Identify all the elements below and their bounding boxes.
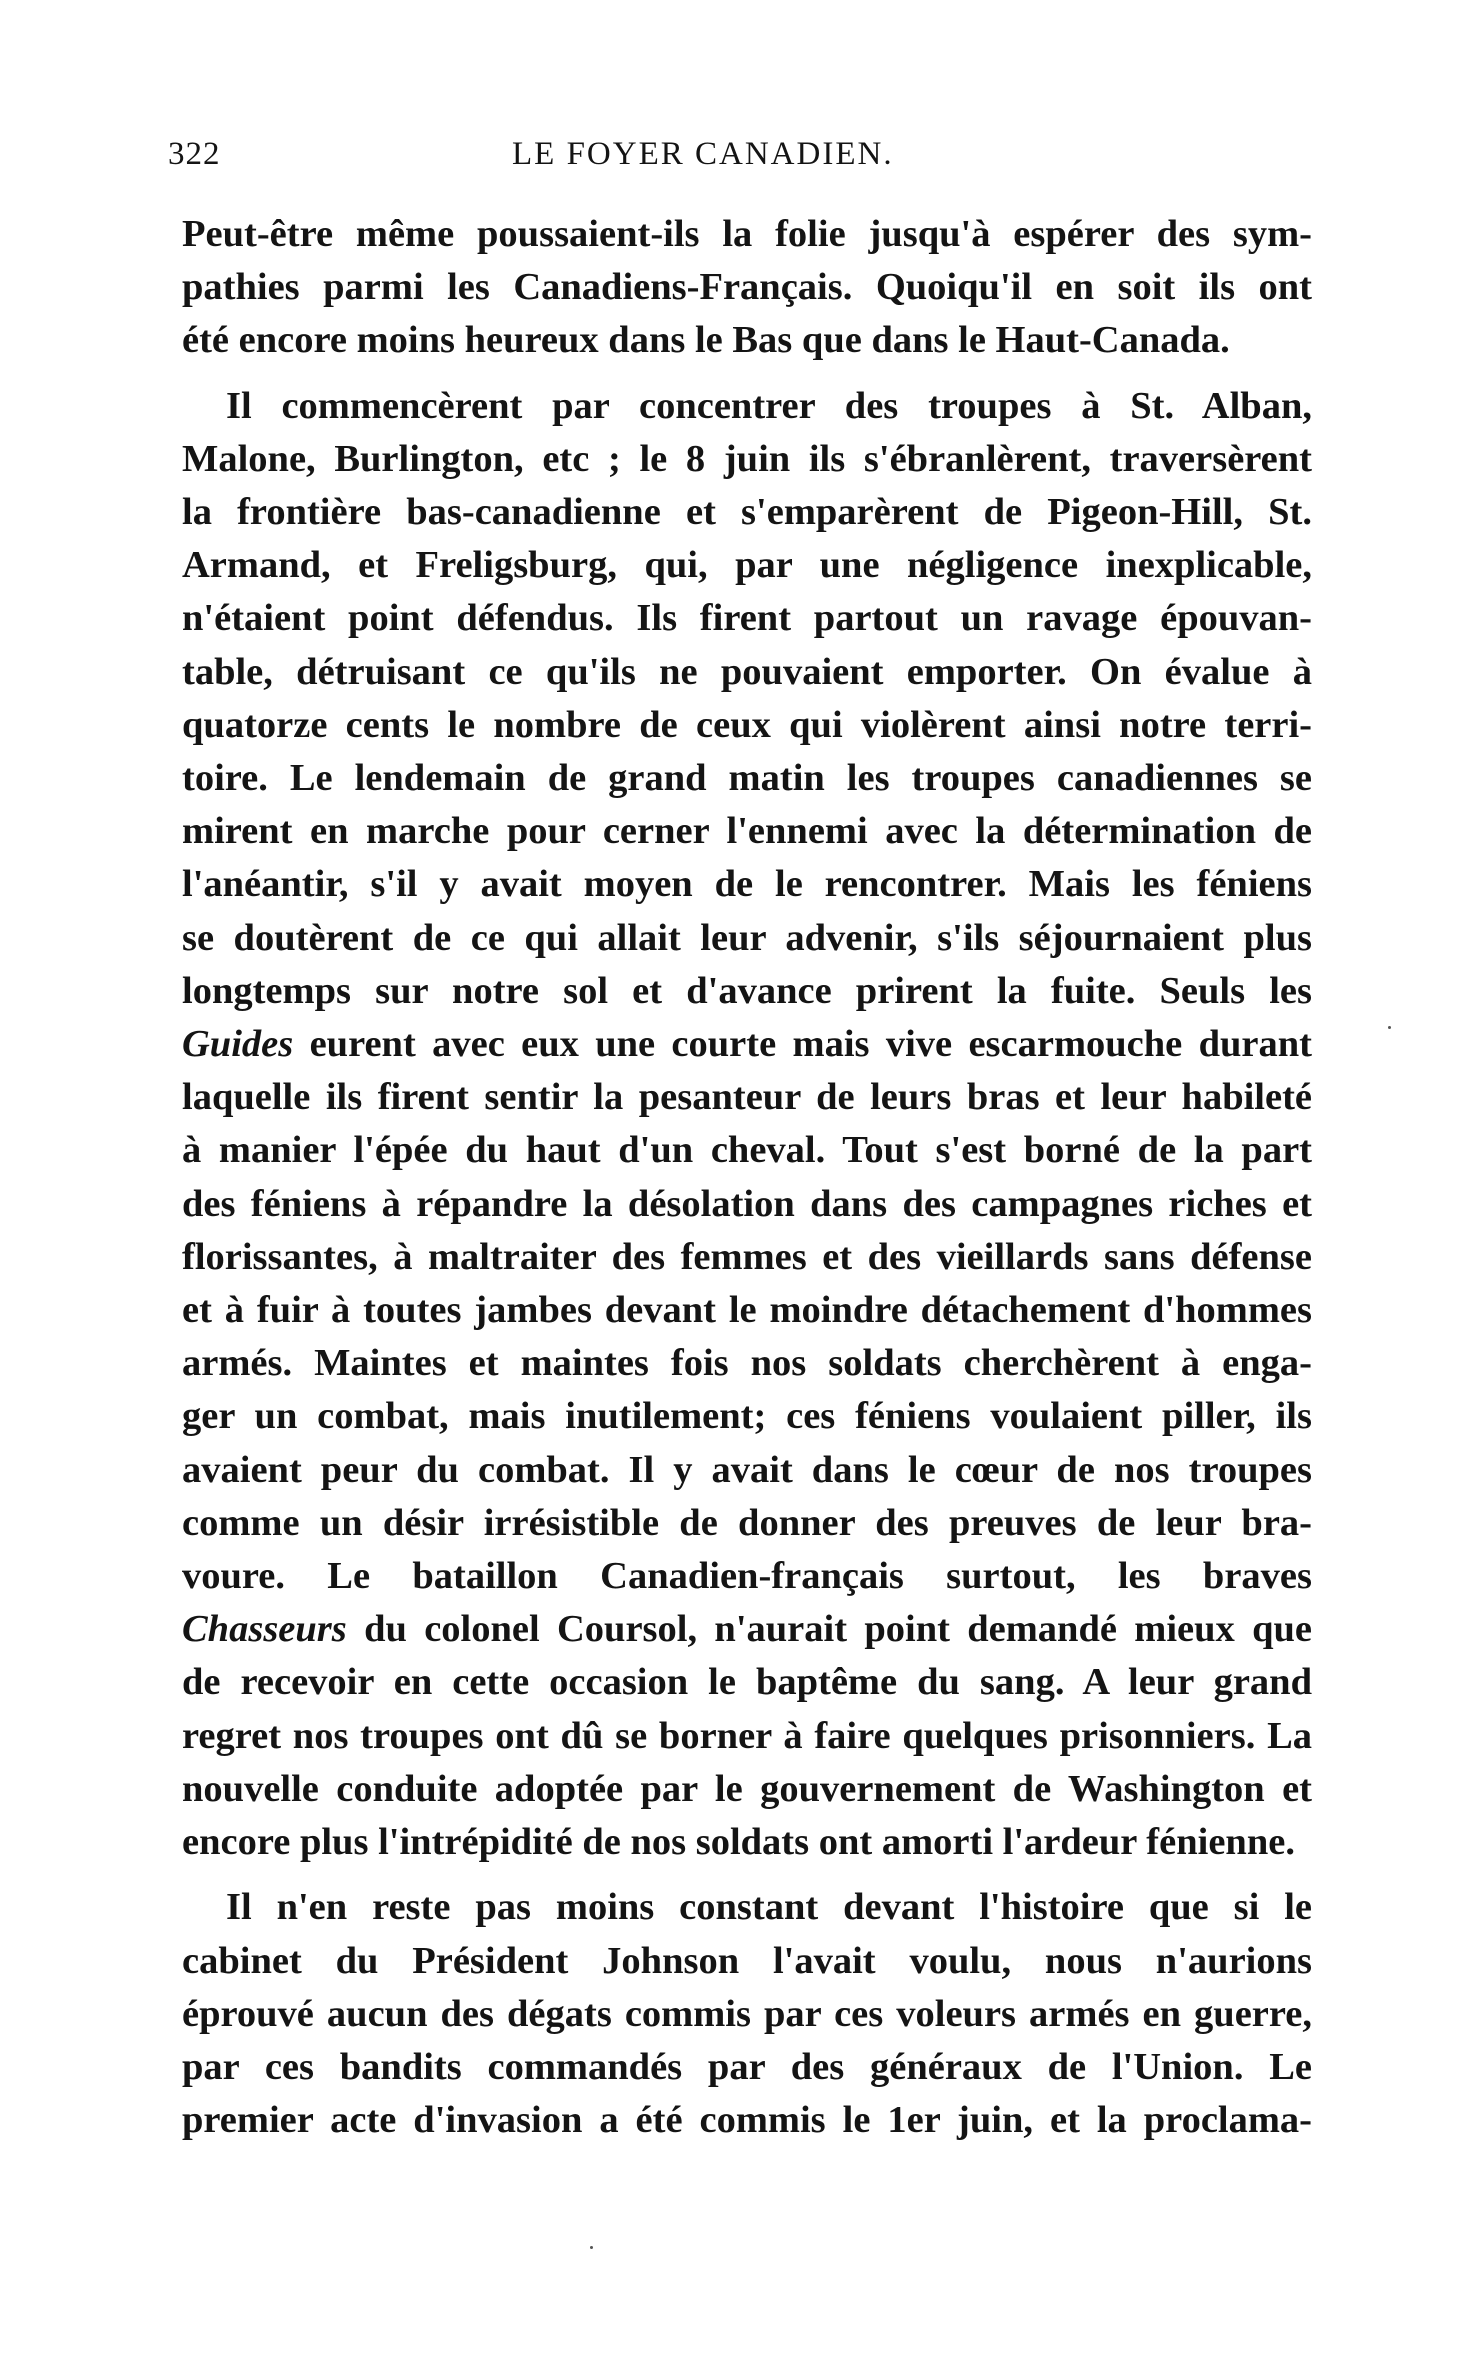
text-line-guides: Guides eurent avec eux une courte mais vive escarmouche durant: [182, 1023, 1312, 1066]
text-line: été encore moins heureux dans le Bas que dans le Haut-Canada.: [182, 319, 1230, 362]
text-line: se doutèrent de ce qui allait leur advenir, s'ils séjournaient plus: [182, 916, 1312, 959]
text-line: laquelle ils firent sentir la pesanteur de leurs bras et leur habileté: [182, 1076, 1312, 1119]
italic-word: Guides: [182, 1023, 294, 1066]
text-line: l'anéantir, s'il y avait moyen de le rencontrer. Mais les féniens: [182, 863, 1312, 906]
text-line: pathies parmi les Canadiens-Français. Quoiqu'il en soit ils ont: [182, 266, 1312, 309]
text-line: voure. Le bataillon Canadien-français surtout, les braves: [182, 1555, 1312, 1598]
body-text: [182, 208, 1312, 2147]
page-header: [168, 136, 1318, 188]
text-line: n'étaient point défendus. Ils firent partout un ravage épouvan-: [182, 597, 1312, 640]
italic-word: Chasseurs: [182, 1608, 347, 1651]
text-line: Il commencèrent par concentrer des troupes à St. Alban,: [226, 384, 1312, 427]
text-line: quatorze cents le nombre de ceux qui violèrent ainsi notre terri-: [182, 703, 1312, 746]
paragraph-2: [182, 380, 1312, 1870]
text-line: à manier l'épée du haut d'un cheval. Tout s'est borné de la part: [182, 1129, 1312, 1172]
text-line: nouvelle conduite adoptée par le gouvernement de Washington et: [182, 1767, 1312, 1810]
text-line: cabinet du Président Johnson l'avait voulu, nous n'aurions: [182, 1939, 1312, 1982]
text-line: longtemps sur notre sol et d'avance prirent la fuite. Seuls les: [182, 969, 1312, 1012]
paragraph-1: [182, 208, 1312, 368]
text-line: éprouvé aucun des dégats commis par ces voleurs armés en guerre,: [182, 1992, 1312, 2035]
text-line: Peut-être même poussaient-ils la folie jusqu'à espérer des sym-: [182, 213, 1312, 255]
text-line: encore plus l'intrépidité de nos soldats ont amorti l'ardeur fénienne.: [182, 1821, 1295, 1864]
print-speck: [1388, 1026, 1391, 1029]
text-line: premier acte d'invasion a été commis le 1er juin, et la proclama-: [182, 2099, 1312, 2142]
text-line: regret nos troupes ont dû se borner à faire quelques prisonniers. La: [182, 1714, 1312, 1757]
text-line: Malone, Burlington, etc ; le 8 juin ils s'ébranlèrent, traversèrent: [182, 437, 1312, 480]
text-line: et à fuir à toutes jambes devant le moindre détachement d'hommes: [182, 1289, 1312, 1332]
text-line: de recevoir en cette occasion le baptême du sang. A leur grand: [182, 1661, 1312, 1704]
text-line: la frontière bas-canadienne et s'emparèrent de Pigeon-Hill, St.: [182, 491, 1312, 534]
text-line: table, détruisant ce qu'ils ne pouvaient emporter. On évalue à: [182, 650, 1312, 693]
text-line-chasseurs: Chasseurs du colonel Coursol, n'aurait point demandé mieux que: [182, 1608, 1312, 1651]
text-line: ger un combat, mais inutilement; ces féniens voulaient piller, ils: [182, 1395, 1312, 1438]
paragraph-3: [182, 1881, 1312, 2147]
page-number: 322: [168, 136, 221, 172]
text-line: toire. Le lendemain de grand matin les troupes canadiennes se: [182, 757, 1312, 800]
text-line: par ces bandits commandés par des généraux de l'Union. Le: [182, 2045, 1312, 2088]
running-title: LE FOYER CANADIEN.: [512, 136, 894, 172]
text-line: des féniens à répandre la désolation dans des campagnes riches et: [182, 1182, 1312, 1225]
text-line: Armand, et Freligsburg, qui, par une négligence inexplicable,: [182, 544, 1312, 587]
text-line: armés. Maintes et maintes fois nos soldats cherchèrent à enga-: [182, 1342, 1312, 1385]
text-line: comme un désir irrésistible de donner des preuves de leur bra-: [182, 1501, 1312, 1544]
text-line: florissantes, à maltraiter des femmes et des vieillards sans défense: [182, 1235, 1312, 1278]
text-line: mirent en marche pour cerner l'ennemi avec la détermination de: [182, 810, 1312, 853]
print-speck: [590, 2246, 593, 2249]
text-line: Il n'en reste pas moins constant devant l'histoire que si le: [226, 1886, 1312, 1929]
text-line: avaient peur du combat. Il y avait dans le cœur de nos troupes: [182, 1448, 1312, 1491]
